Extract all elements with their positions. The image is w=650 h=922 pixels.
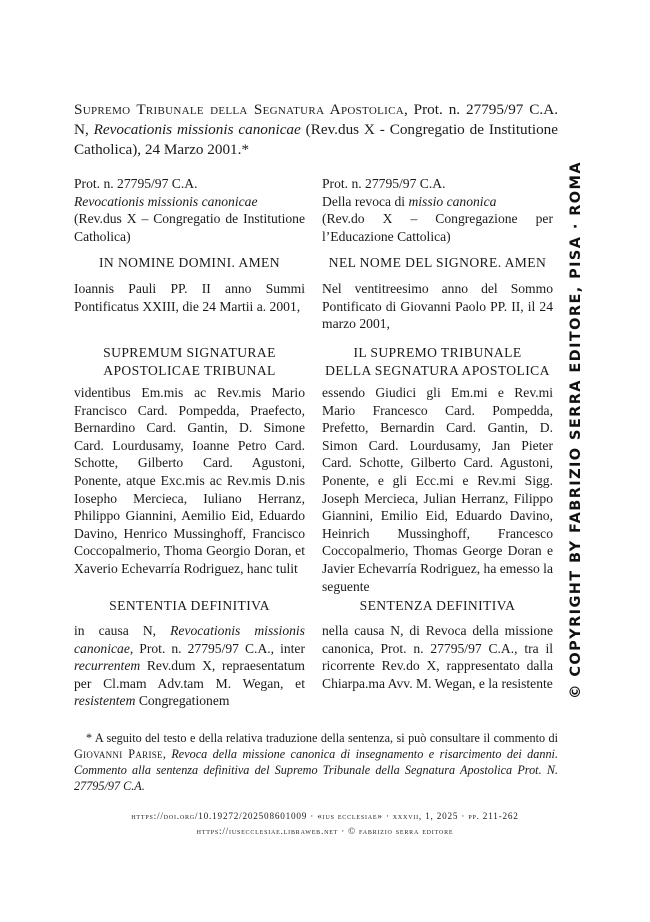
latin-heading-tribunal	[74, 344, 305, 379]
copyright-text: © COPYRIGHT BY FABRIZIO SERRA EDITORE, PISA · ROMA	[568, 161, 584, 699]
italian-heading-tribunale-line2: DELLA SEGNATURA APOSTOLICA	[325, 362, 550, 378]
latin-judges: videntibus Em.mis ac Rev.mis Mario Francisco Card. Pompedda, Praefecto, Bernardino Card. Gantin, D. Simone Card. Lourdusamy, Ioanne Petro Card. Schotte, Gilberto Card. Agustoni, Ponente, atque Exc.mis ac Rev.mis D.nis Iosepho Mercieca, Iuliano Herranz, Philippo Giannini, Aemilio Eid, Eduardo Davino, Henrico Mussinghoff, Francisco Coccopalmerio, Thoma Georgio Doran, et Xaverio Echevarría Rodriguez, hanc tulit	[74, 385, 305, 576]
doi-line: https://doi.org/10.19272/202508601009 · «ius ecclesiae» · xxxvii, 1, 2025 · pp. 211-262	[131, 811, 519, 821]
italian-heading-tribunale-line1: IL SUPREMO TRIBUNALE	[353, 345, 522, 360]
italian-intro: Nel ventitreesimo anno del Sommo Pontificato di Giovanni Paolo PP. II, il 24 marzo 2001,	[322, 281, 553, 332]
latin-cause-g: Congregationem	[135, 693, 230, 709]
footnote-author: Giovanni Parise	[74, 747, 163, 761]
latin-prot-block	[74, 175, 305, 245]
italian-party: (Rev.do X – Congregazione per l’Educazione Cattolica)	[322, 211, 553, 244]
title-rest: (Rev.dus X - Congregatio de Institutione Catholica), 24 Marzo 2001.*	[74, 121, 559, 158]
latin-cause	[74, 622, 305, 710]
title-prot: , Prot. n. 27795/97 C.A. N,	[74, 101, 558, 138]
website-line: https://iusecclesiae.libraweb.net · © fabrizio serra editore	[196, 826, 454, 836]
latin-intro: Ioannis Pauli PP. II anno Summi Pontificatus XXIII, die 24 Martii a. 2001,	[74, 281, 305, 314]
italian-heading-tribunale	[322, 344, 553, 379]
footnote-text: * A seguito del testo e della relativa traduzione della sentenza, si può consultare il commento di	[86, 731, 558, 745]
italian-heading-nome: NEL NOME DEL SIGNORE. AMEN	[328, 255, 547, 270]
latin-cause-f: resistentem	[74, 693, 136, 709]
latin-party: (Rev.dus X – Congregatio de Institutione Catholica)	[74, 211, 305, 244]
title-case: Revocationis missionis canonicae	[93, 121, 301, 138]
latin-case: Revocationis missionis canonicae	[74, 193, 258, 209]
italian-prot: Prot. n. 27795/97 C.A.	[322, 176, 446, 191]
latin-cause-a: in causa N,	[74, 623, 171, 638]
italian-heading-sentenza: SENTENZA DEFINITIVA	[359, 598, 516, 613]
latin-prot: Prot. n. 27795/97 C.A.	[74, 176, 198, 191]
italian-cause: nella causa N, di Revoca della missione canonica, Prot. n. 27795/97 C.A., tra il ricorrente Rev.do X, rappresentato dalla Chiarpa.ma Avv. M. Wegan, e la resistente	[322, 623, 553, 691]
latin-cause-e: Rev.dum X, repraesentatum per Cl.mam Adv.tam M. Wegan, et	[74, 658, 305, 691]
italian-prot-block	[322, 175, 553, 245]
italian-case-a: Della revoca di	[322, 193, 409, 209]
article-title	[74, 100, 558, 160]
italian-judges: essendo Giudici gli Em.mi e Rev.mi Mario Francesco Card. Pompedda, Prefetto, Bernardin Card. Gantin, D. Simon Card. Lourdusamy, Jan Pieter Card. Schotte, Gilberto Card. Agustoni, Ponente, e gli Ecc.mi e Rev.mi Sigg. Joseph Mercieca, Julian Herranz, Filippo Giannini, Emilio Eid, Eduardo Davino, Heinrich Mussinghoff, Francesco Coccopalmerio, Thomas George Doran e Javier Echevarría Rodriguez, ha emesso la seguente	[322, 385, 553, 594]
latin-heading-sententia: SENTENTIA DEFINITIVA	[109, 598, 270, 613]
footnote	[74, 730, 558, 794]
latin-heading-nomine: IN NOMINE DOMINI. AMEN	[99, 255, 280, 270]
court-name: Supremo Tribunale della Segnatura Apostolica	[74, 101, 404, 118]
latin-cause-d: recurrentem	[74, 658, 141, 674]
footnote-reference: , Revoca della missione canonica di insegnamento e risarcimento dei danni. Commento alla sentenza definitiva del Supremo Tribunale della Segnatura Apostolica Prot. N. 27795/97 C.A.	[74, 747, 558, 793]
latin-cause-b: Revocationis missionis canonicae	[74, 623, 305, 656]
latin-heading-tribunal-line2: APOSTOLICAE TRIBUNAL	[103, 362, 276, 378]
latin-cause-c: , Prot. n. 27795/97 C.A., inter	[129, 640, 305, 656]
italian-case-b: missio canonica	[408, 193, 497, 209]
italian-case	[322, 193, 553, 211]
latin-heading-tribunal-line1: SUPREMUM SIGNATURAE	[103, 345, 276, 360]
